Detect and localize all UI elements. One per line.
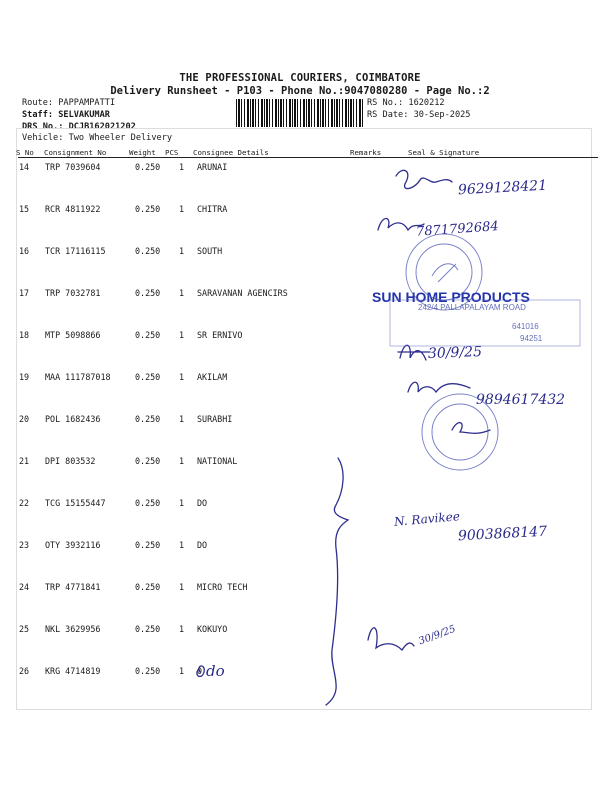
row-pcs: 1 <box>179 204 185 214</box>
row-consignment: TCR 17116115 <box>45 246 106 256</box>
stamp-address: 242/4 PALLAPALAYAM ROAD <box>418 303 526 312</box>
signature-25-scribble <box>368 628 414 650</box>
rs-date: RS Date: 30-Sep-2025 <box>367 110 471 120</box>
row-weight: 0.250 <box>135 666 161 676</box>
row-consignee: NATIONAL <box>197 456 238 466</box>
row-weight: 0.250 <box>135 204 161 214</box>
row-consignee: SR ERNIVO <box>197 330 243 340</box>
row-pcs: 1 <box>179 624 185 634</box>
row-pcs: 1 <box>179 246 185 256</box>
stamp-rectangle <box>390 300 580 346</box>
row-pcs: 1 <box>179 498 185 508</box>
row-consignee: SURABHI <box>197 414 233 424</box>
col-consignee: Consignee Details <box>193 148 269 157</box>
row-sno: 23 <box>19 540 30 550</box>
row-sno: 25 <box>19 624 30 634</box>
stamp-number: 94251 <box>520 334 543 343</box>
row-consignee: CHITRA <box>197 204 228 214</box>
company-title: THE PROFESSIONAL COURIERS, COIMBATORE <box>179 72 421 84</box>
row-sno: 22 <box>19 498 30 508</box>
row-sno: 20 <box>19 414 30 424</box>
signature-14-scribble <box>396 170 452 188</box>
row-weight: 0.250 <box>135 624 161 634</box>
row-weight: 0.250 <box>135 456 161 466</box>
row-consignee: 0 <box>197 666 203 676</box>
col-seal: Seal & Signature <box>408 148 480 157</box>
row-consignee: AKILAM <box>197 372 228 382</box>
signature-phone-14: 9629128421 <box>457 177 548 199</box>
signature-phone-19: 9894617432 <box>476 392 566 408</box>
row-sno: 15 <box>19 204 30 214</box>
receiver-phone: 9003868147 <box>457 523 548 545</box>
row-consignee: SARAVANAN AGENCIRS <box>197 288 288 298</box>
row-consignment: NKL 3629956 <box>45 624 101 634</box>
row-pcs: 1 <box>179 372 185 382</box>
row-consignee: SOUTH <box>197 246 223 256</box>
row-consignment: TRP 4771841 <box>45 582 101 592</box>
row-pcs: 1 <box>179 456 185 466</box>
row-weight: 0.250 <box>135 372 161 382</box>
row-pcs: 1 <box>179 288 185 298</box>
group-bracket <box>326 458 348 705</box>
signature-19-scribble <box>408 382 470 392</box>
row-weight: 0.250 <box>135 246 161 256</box>
signature-20-scribble <box>452 423 490 434</box>
vehicle-label: Vehicle: Two Wheeler Delivery <box>22 133 173 143</box>
row-consignment: MAA 111787018 <box>45 372 111 382</box>
row-consignment: TRP 7039604 <box>45 162 101 172</box>
row-consignee: KOKUYO <box>197 624 228 634</box>
row-weight: 0.250 <box>135 582 161 592</box>
stamp-company-name: SUN HOME PRODUCTS <box>372 289 530 305</box>
signature-date-18: 30/9/25 <box>427 344 483 362</box>
row-consignment: TRP 7032781 <box>45 288 101 298</box>
row-consignee: MICRO TECH <box>197 582 248 592</box>
signature-18-scribble <box>398 345 430 360</box>
runsheet-subtitle: Delivery Runsheet - P103 - Phone No.:9047080280 - Page No.:2 <box>110 85 490 97</box>
round-stamp-top <box>406 234 482 310</box>
signature-date-25: 30/9/25 <box>417 623 458 648</box>
row-pcs: 1 <box>179 540 185 550</box>
row-sno: 16 <box>19 246 30 256</box>
row-pcs: 1 <box>179 414 185 424</box>
row-consignment: RCR 4811922 <box>45 204 101 214</box>
route-label: Route: PAPPAMPATTI <box>22 98 116 108</box>
row-consignment: POL 1682436 <box>45 414 101 424</box>
drs-label: DRS No.: DCJB162021202 <box>22 122 136 132</box>
row-consignment: MTP 5098866 <box>45 330 101 340</box>
row-weight: 0.250 <box>135 414 161 424</box>
receiver-name: N. Ravikee <box>393 509 461 529</box>
row-weight: 0.250 <box>135 288 161 298</box>
row-sno: 14 <box>19 162 30 172</box>
row-consignment: TCG 15155447 <box>45 498 106 508</box>
signature-phone-15: 7871792684 <box>415 219 500 240</box>
row-sno: 26 <box>19 666 30 676</box>
staff-label: Staff: SELVAKUMAR <box>22 110 110 120</box>
row-consignment: OTY 3932116 <box>45 540 101 550</box>
rs-number: RS No.: 1620212 <box>367 98 445 108</box>
row-sno: 18 <box>19 330 30 340</box>
col-consignment: Consignment No <box>44 148 107 157</box>
row-sno: 17 <box>19 288 30 298</box>
col-pcs: PCS <box>165 148 179 157</box>
row-weight: 0.250 <box>135 330 161 340</box>
row-weight: 0.250 <box>135 498 161 508</box>
col-sno: S No <box>16 148 34 157</box>
row-pcs: 1 <box>179 666 185 676</box>
row-pcs: 1 <box>179 582 185 592</box>
row26-circle <box>197 666 204 676</box>
row-pcs: 1 <box>179 330 185 340</box>
row-weight: 0.250 <box>135 540 161 550</box>
signature-15-scribble <box>378 219 424 231</box>
row-sno: 19 <box>19 372 30 382</box>
row-sno: 24 <box>19 582 30 592</box>
row-pcs: 1 <box>179 162 185 172</box>
stamp-pincode: 641016 <box>512 322 539 331</box>
row-sno: 21 <box>19 456 30 466</box>
row-consignment: KRG 4714819 <box>45 666 101 676</box>
row26-note: do <box>206 662 225 680</box>
row-consignment: DPI 803532 <box>45 456 96 466</box>
row-consignee: ARUNAI <box>197 162 228 172</box>
row-consignee: DO <box>197 540 208 550</box>
col-remarks: Remarks <box>350 148 382 157</box>
col-weight: Weight <box>129 148 156 157</box>
row-consignee: DO <box>197 498 208 508</box>
row-weight: 0.250 <box>135 162 161 172</box>
